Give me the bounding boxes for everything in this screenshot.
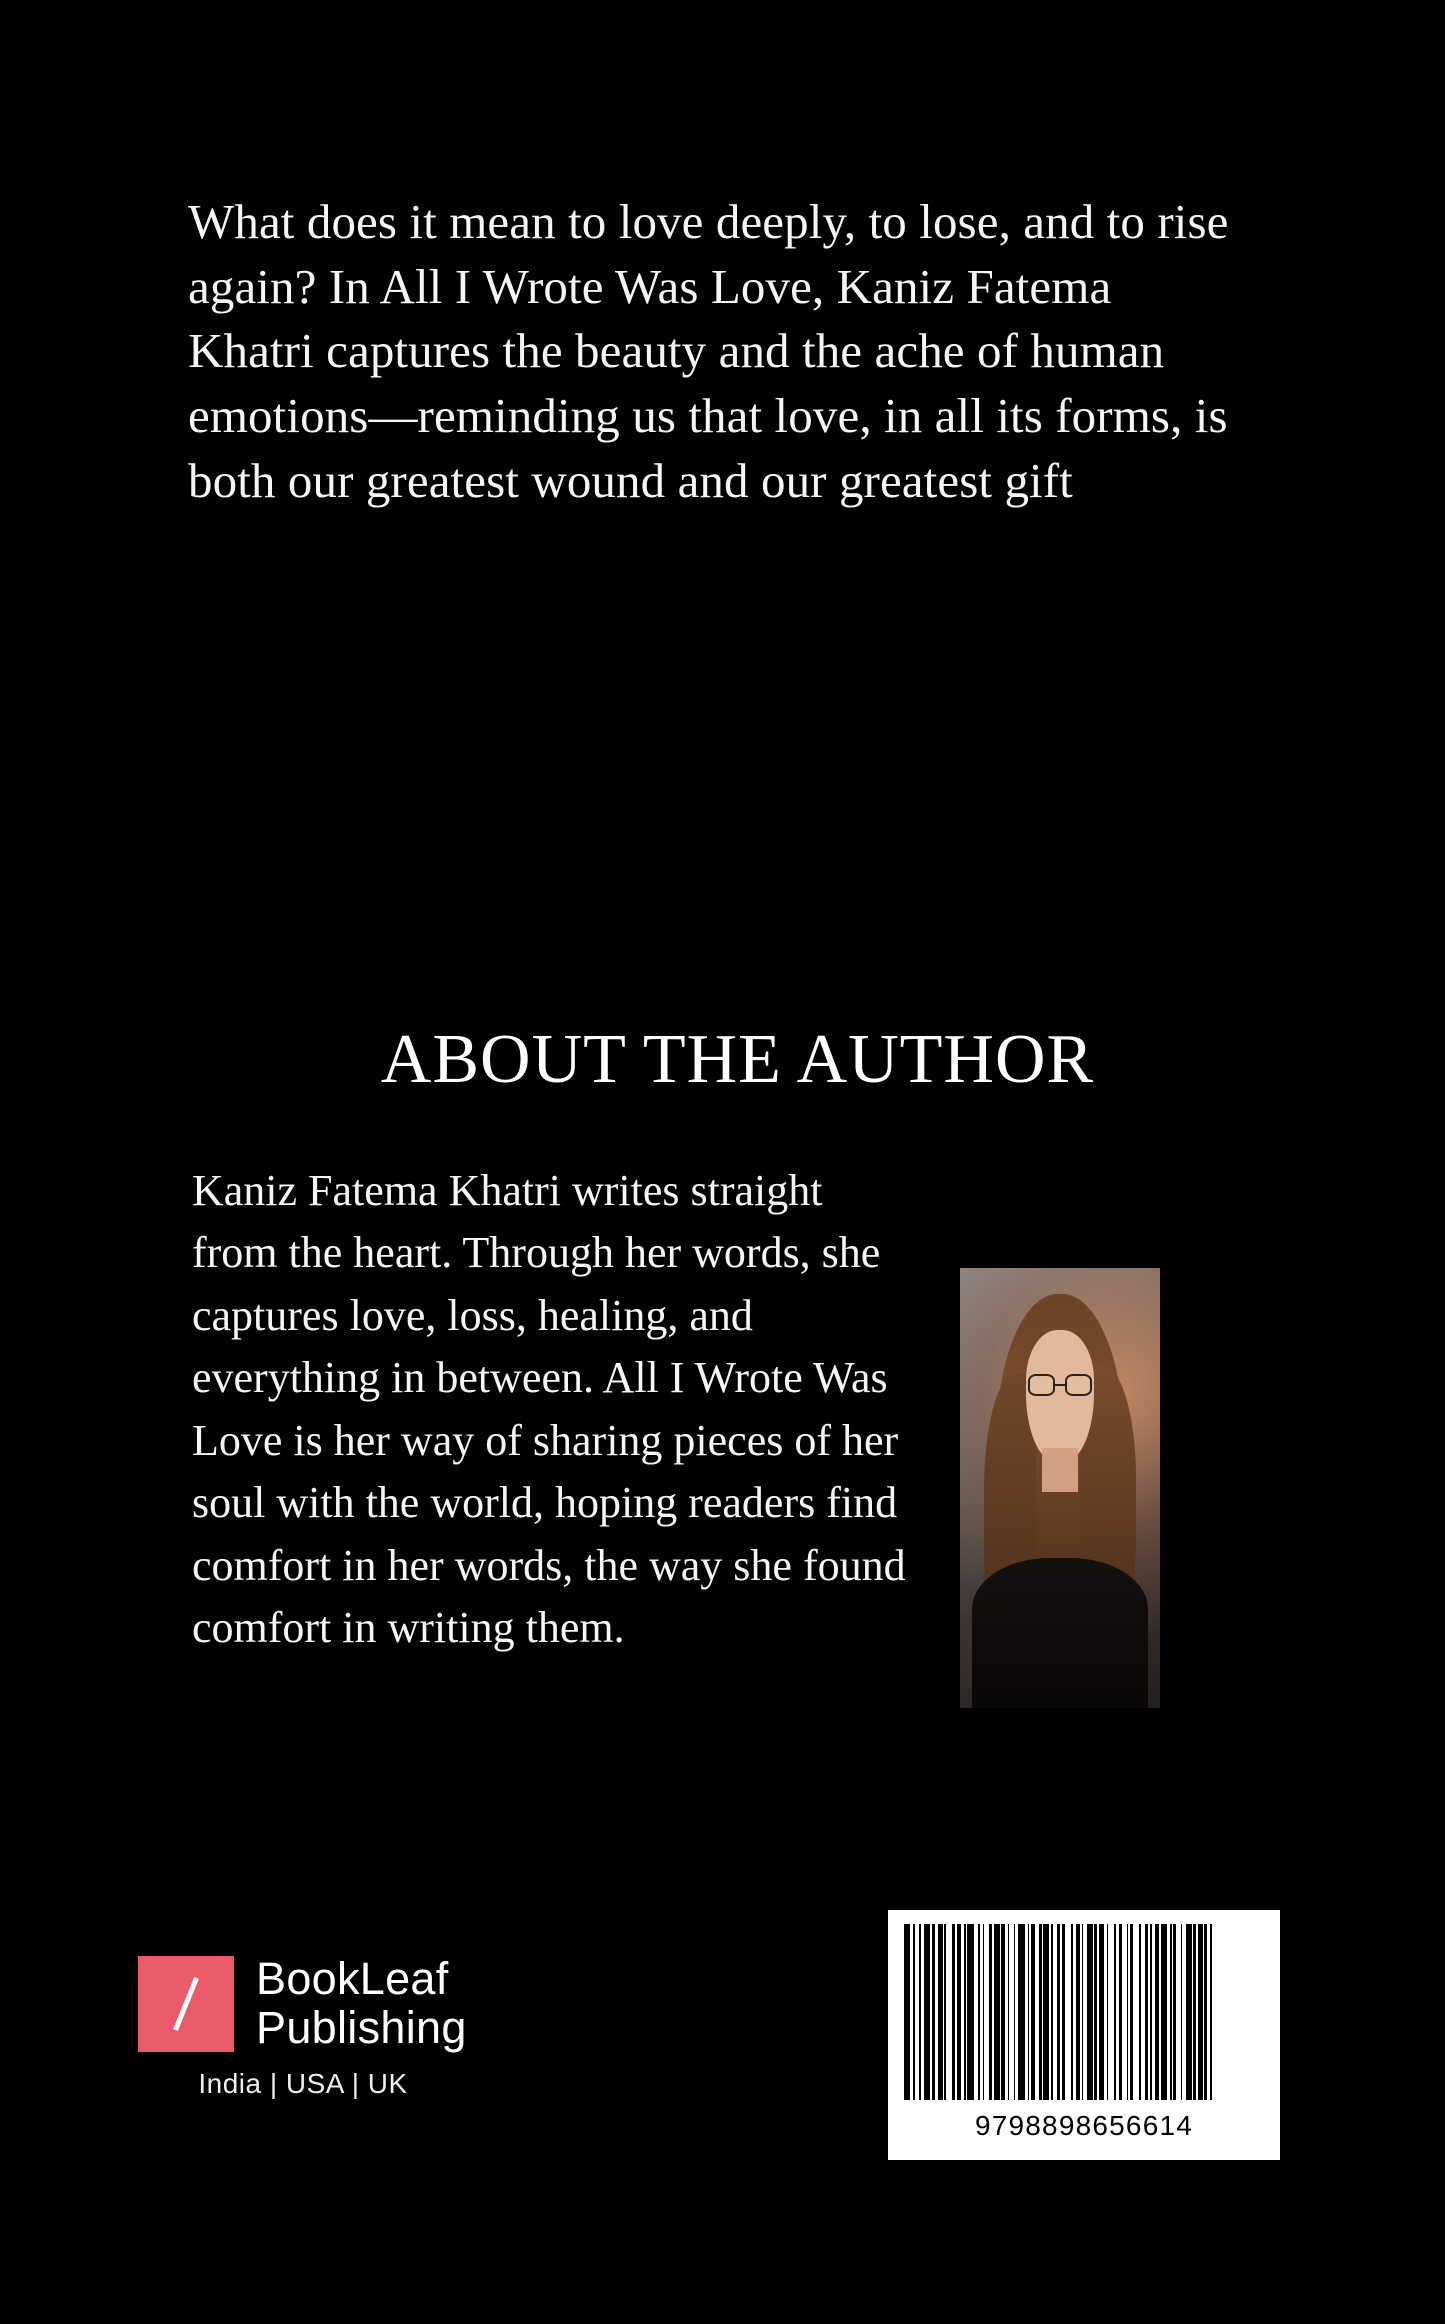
publisher-logo <box>138 1955 558 2100</box>
slash-stroke <box>173 1977 199 2031</box>
author-bio: Kaniz Fatema Khatri writes straight from the heart. Through her words, she captures love, loss, healing, and everything in between. All I Wrote Was Love is her way of sharing pieces of her soul with the world, hoping readers find comfort in her words, the way she found comfort in writing them. <box>192 1166 906 1653</box>
glasses-bridge <box>1055 1384 1065 1386</box>
publisher-name-line2: Publishing <box>256 2001 467 2053</box>
book-blurb: What does it mean to love deeply, to lose, and to rise again? In All I Wrote Was Love, Kaniz Fatema Khatri captures the beauty and the ache of human emotions—reminding us that love, in all its forms, is both our greatest wound and our greatest gift <box>188 194 1229 508</box>
author-portrait-photo <box>960 1268 1160 1708</box>
barcode-number: 9798898656614 <box>974 2110 1194 2141</box>
publisher-locations: India | USA | UK <box>198 2068 408 2100</box>
portrait-glasses <box>1028 1374 1092 1397</box>
slash-icon <box>138 1956 234 2052</box>
barcode-bars <box>904 1924 1264 2100</box>
publisher-name <box>256 1955 467 2052</box>
portrait-clothing <box>972 1558 1148 1708</box>
about-the-author-heading: ABOUT THE AUTHOR <box>380 1021 1095 1098</box>
portrait-neck <box>1042 1448 1078 1492</box>
isbn-barcode <box>888 1910 1280 2160</box>
glasses-lens-left <box>1028 1374 1055 1397</box>
glasses-lens-right <box>1065 1374 1092 1397</box>
publisher-name-line1: BookLeaf <box>256 1953 449 2004</box>
publisher-logo-row <box>138 1955 558 2052</box>
